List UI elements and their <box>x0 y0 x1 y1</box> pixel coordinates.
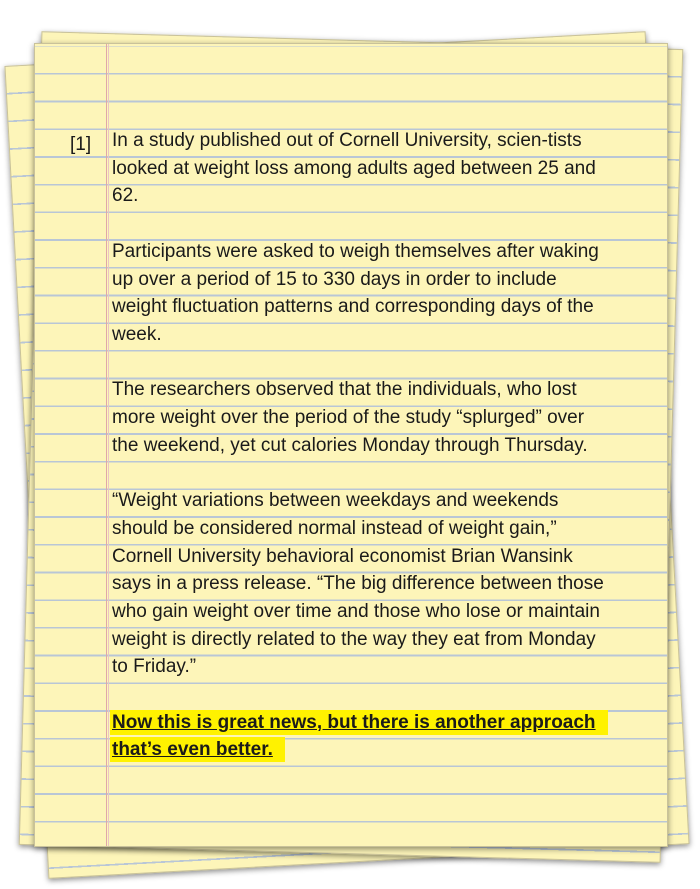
paragraph-quote: “Weight variations between weekdays and weekends should be considered normal instead of weight gain,” Cornell University behavioral economist Brian Wansink says in a press release. “The big difference between those who gain weight over time and those who lose or maintain weight is directly related to the way they eat from Monday to Friday.” <box>112 490 604 678</box>
highlighted-text: Now this is great news, but there is another approach that’s even better. <box>110 710 608 763</box>
citation-reference: [1] <box>70 134 92 155</box>
paragraph-observation: The researchers observed that the individuals, who lost more weight over the period of the study “splurged” over the weekend, yet cut calories Monday through Thursday. <box>112 379 588 456</box>
highlight-paragraph <box>112 709 612 764</box>
paper-sheet-front <box>34 43 668 847</box>
paragraph-participants: Participants were asked to weigh themselves after waking up over a period of 15 to 330 days in order to include weight fluctuation patterns and corresponding days of the week. <box>112 240 599 345</box>
margin-line <box>106 44 107 846</box>
note-body <box>112 127 612 792</box>
margin-line-inner <box>108 44 109 846</box>
paragraph-study: In a study published out of Cornell University, scien-tists looked at weight loss among adults aged between 25 and 62. <box>112 130 596 207</box>
